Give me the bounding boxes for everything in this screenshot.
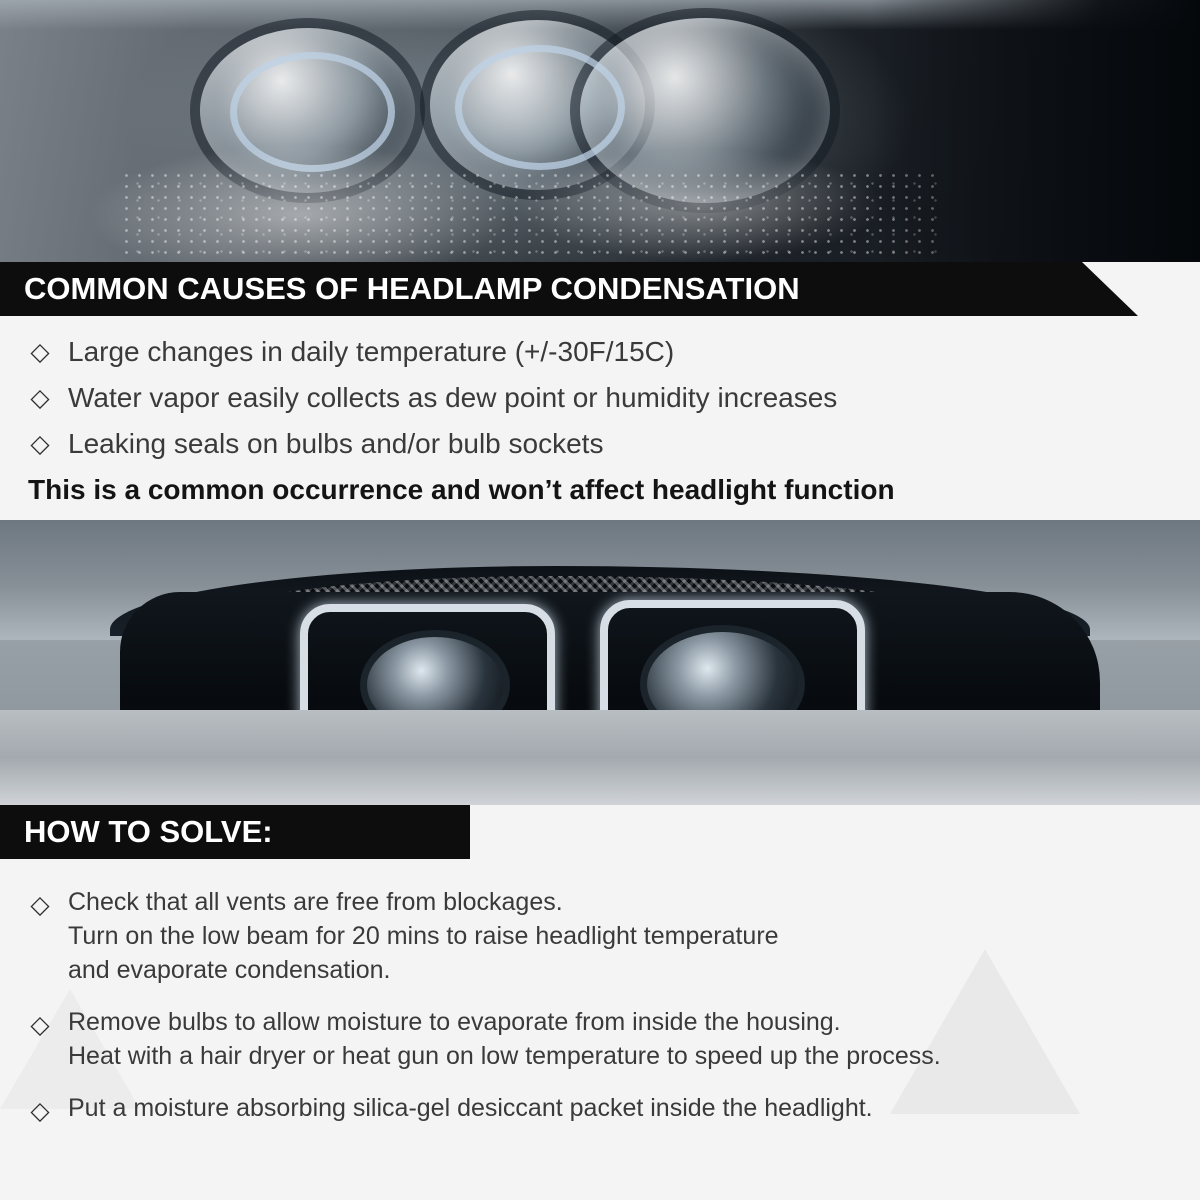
fogged-headlight-photo [0, 0, 1200, 262]
diamond-bullet-icon: ◇ [30, 338, 50, 366]
pavement-area [0, 710, 1200, 805]
solve-header-bar [0, 805, 1200, 859]
solve-header-title: HOW TO SOLVE: [24, 814, 273, 849]
diamond-bullet-icon: ◇ [30, 430, 50, 458]
solve-text-line: Put a moisture absorbing silica-gel desiccant packet inside the headlight. [68, 1094, 873, 1122]
causes-header-title: COMMON CAUSES OF HEADLAMP CONDENSATION [24, 271, 800, 306]
list-item [28, 332, 1172, 372]
list-item [28, 885, 1172, 987]
list-item [28, 1005, 1172, 1073]
solve-text-line: and evaporate condensation. [68, 956, 391, 984]
causes-list [0, 316, 1200, 520]
diamond-bullet-icon: ◇ [30, 891, 50, 919]
list-item [28, 378, 1172, 418]
solve-text-line: Remove bulbs to allow moisture to evaporate from inside the housing. [68, 1008, 841, 1036]
solve-text-line: Turn on the low beam for 20 mins to raise headlight temperature [68, 922, 779, 950]
clear-headlight-photo [0, 520, 1200, 805]
water-droplets [120, 170, 940, 260]
list-item [28, 424, 1172, 464]
causes-note: This is a common occurrence and won’t affect headlight function [28, 474, 895, 505]
causes-header-bar [0, 262, 1200, 316]
cause-text: Large changes in daily temperature (+/-30F/15C) [68, 336, 675, 367]
list-item [28, 1091, 1172, 1131]
diamond-bullet-icon: ◇ [30, 1011, 50, 1039]
solve-text-line: Heat with a hair dryer or heat gun on low temperature to speed up the process. [68, 1042, 941, 1070]
diamond-bullet-icon: ◇ [30, 1097, 50, 1125]
cause-text: Water vapor easily collects as dew point or humidity increases [68, 382, 838, 413]
solve-text-line: Check that all vents are free from blockages. [68, 888, 563, 916]
diamond-bullet-icon: ◇ [30, 384, 50, 412]
shadow-overlay [870, 0, 1200, 262]
solve-list [0, 859, 1200, 1159]
cause-text: Leaking seals on bulbs and/or bulb sockets [68, 428, 604, 459]
